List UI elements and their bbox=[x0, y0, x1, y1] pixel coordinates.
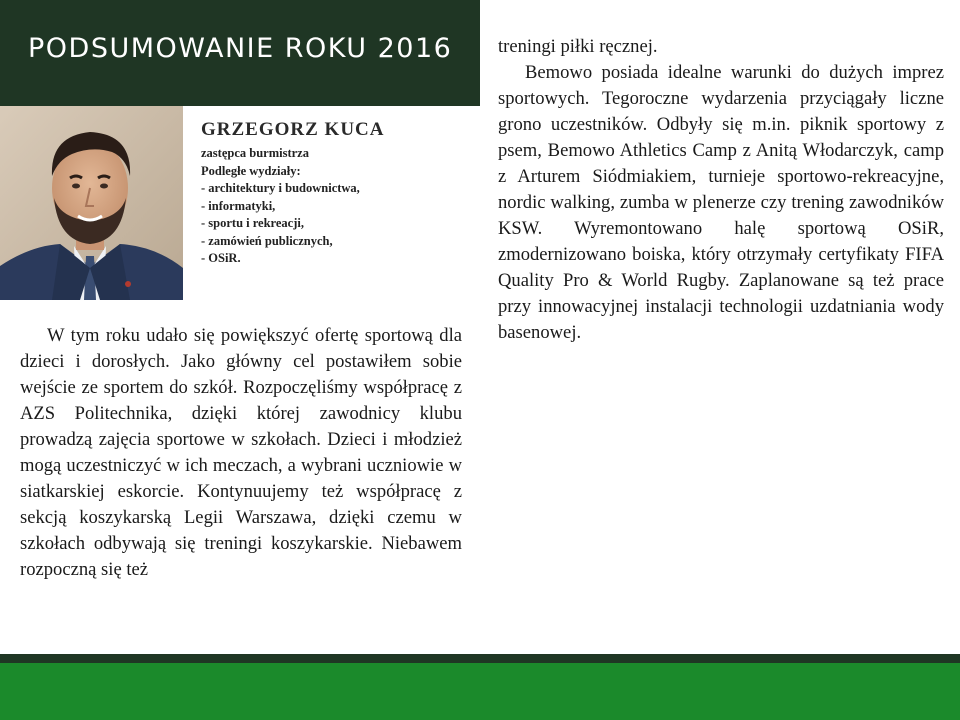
article-paragraph: W tym roku udało się powiększyć ofertę sportową dla dzieci i dorosłych. Jako główny cel postawiłem sobie wejście ze sportem do szkół. Rozpoczęliśmy współpracę z AZS Politechnika, dzięki której zawodnicy klubu prowadzą zajęcia sportowe w szkołach. Dzieci i młodzież mogą uczestniczyć w ich meczach, a wybrani uczniowie w siatkarskiej eskorcie. Kontynuujemy też współpracę z sekcją koszykarską Legii Warszawa, dzięki czemu w szkołach odbywają się treningi koszykarskie. Niebawem rozpoczną się też bbox=[20, 325, 462, 580]
article-left-column bbox=[20, 323, 462, 583]
department-item: - informatyki, bbox=[201, 198, 276, 213]
person-name: GRZEGORZ KUCA bbox=[201, 119, 385, 140]
article-right-column bbox=[498, 34, 944, 346]
article-paragraph: Bemowo posiada idealne warunki do dużych imprez sportowych. Tegoroczne wydarzenia przyciągały liczne grono uczestników. Odbyły się m.in. piknik sportowy z psem, Bemowo Athletics Camp z Anitą Włodarczyk, camp z Arturem Siódmiakiem, turnieje sportowo-rekreacyjne, nordic walking, zumba w plenerze czy trening zawodników KSW. Wyremontowano halę sportową OSiR, zmodernizowano boiska, który otrzymały certyfikaty FIFA Quality Pro & World Rugby. Zaplanowane są też prace przy innowacyjnej instalacji technologii uzdatniania wody basenowej. bbox=[498, 62, 944, 343]
footer-green-band bbox=[0, 663, 960, 720]
department-item: - sportu i rekreacji, bbox=[201, 216, 304, 230]
department-item: - zamówień publicznych, bbox=[201, 233, 333, 248]
department-item: - architektury i budownictwa, bbox=[201, 181, 360, 195]
page-header bbox=[0, 0, 480, 106]
profile-card bbox=[201, 119, 461, 268]
footer-dark-stripe bbox=[0, 654, 960, 663]
department-item: - OSiR. bbox=[201, 251, 241, 265]
page-title: PODSUMOWANIE ROKU 2016 bbox=[28, 33, 453, 64]
portrait-image bbox=[0, 106, 183, 300]
article-paragraph-continuation: treningi piłki ręcznej. bbox=[498, 36, 658, 57]
departments-heading: Podległe wydziały: bbox=[201, 163, 301, 178]
person-position: zastępca burmistrza bbox=[201, 146, 309, 160]
portrait-photo bbox=[0, 106, 183, 300]
